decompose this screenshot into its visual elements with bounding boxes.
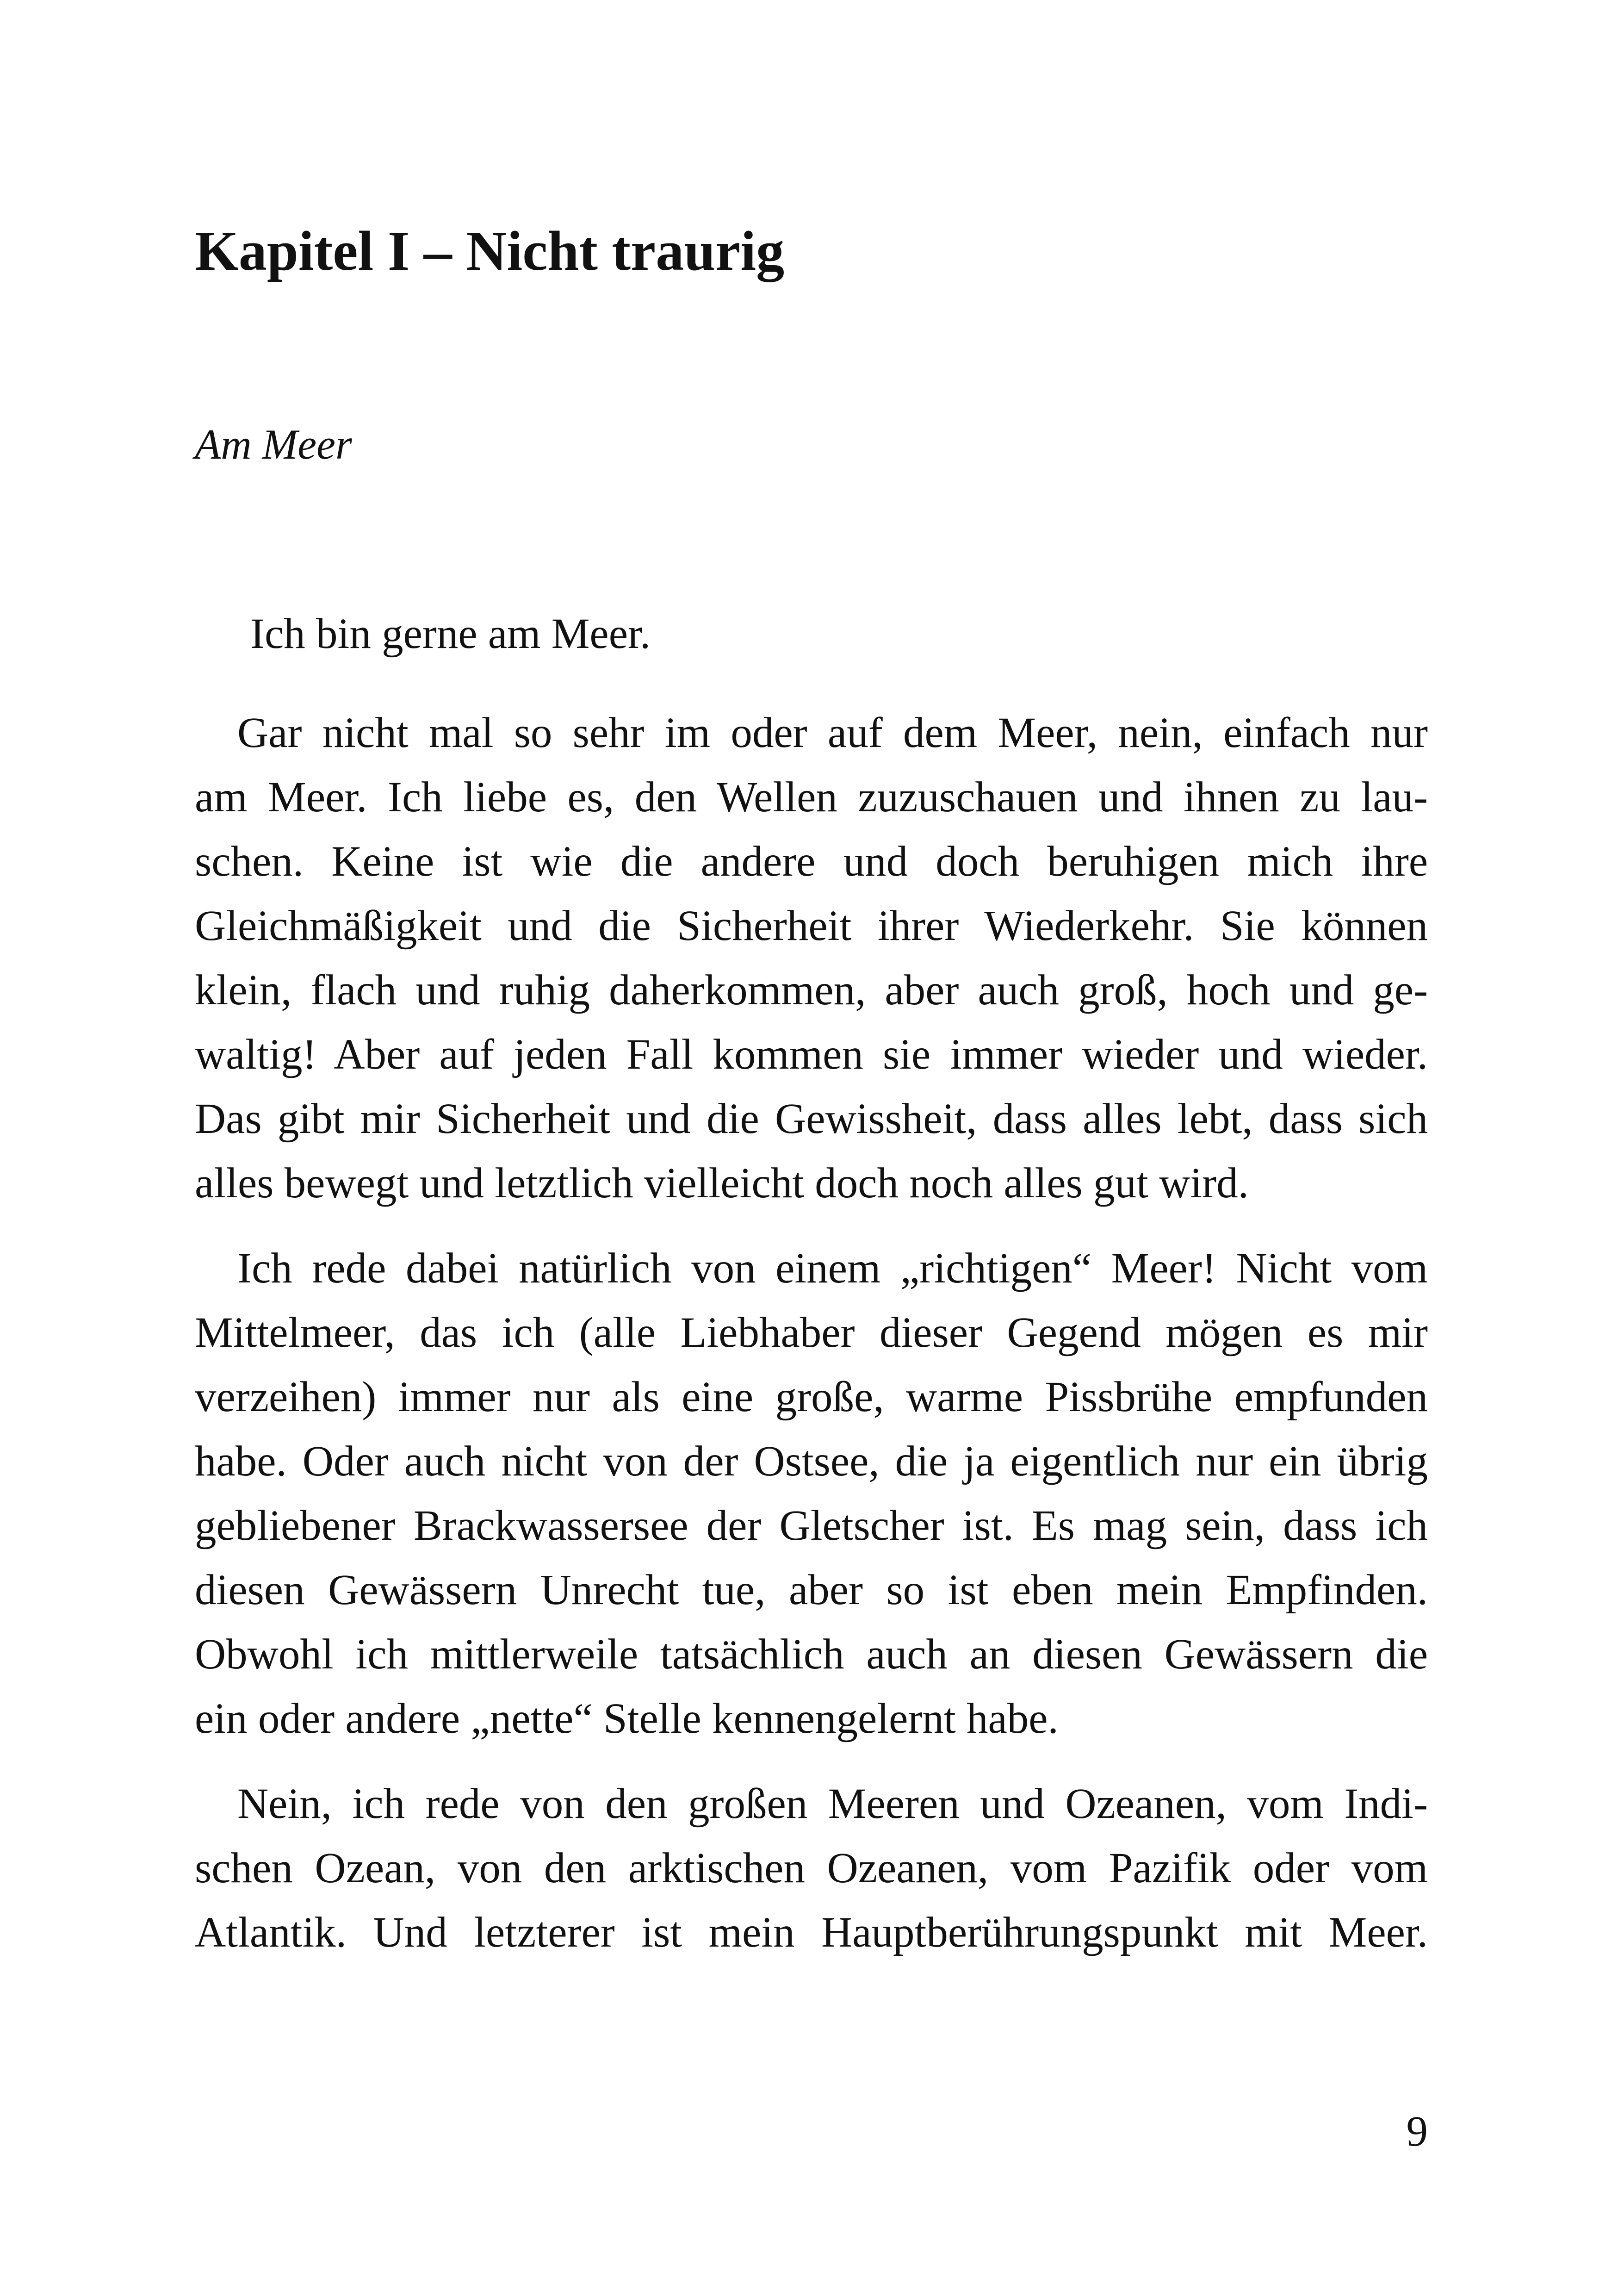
text-line: verzeihen) immer nur als eine große, warme Pissbrühe empfunden bbox=[195, 1373, 1428, 1421]
paragraph-1 bbox=[195, 602, 1428, 666]
text-line: alles bewegt und letztlich vielleicht doch noch alles gut wird. bbox=[195, 1159, 1249, 1207]
text-line: ein oder andere „nette“ Stelle kennengelernt habe. bbox=[195, 1695, 1059, 1742]
text-line: gebliebener Brackwassersee der Gletscher ist. Es mag sein, dass ich bbox=[195, 1502, 1428, 1549]
text-line: diesen Gewässern Unrecht tue, aber so ist eben mein Empfinden. bbox=[195, 1566, 1428, 1614]
text-line: klein, flach und ruhig daherkommen, aber auch groß, hoch und ge- bbox=[195, 966, 1428, 1014]
text-line: Nein, ich rede von den großen Meeren und Ozeanen, vom Indi- bbox=[237, 1780, 1428, 1828]
text-line: habe. Oder auch nicht von der Ostsee, die ja eigentlich nur ein übrig bbox=[195, 1437, 1428, 1485]
text-line: Ich bin gerne am Meer. bbox=[250, 610, 651, 658]
text-line: am Meer. Ich liebe es, den Wellen zuzuschauen und ihnen zu lau- bbox=[195, 773, 1428, 821]
text-line: schen Ozean, von den arktischen Ozeanen, vom Pazifik oder vom bbox=[195, 1844, 1428, 1892]
text-line: Gleichmäßigkeit und die Sicherheit ihrer Wiederkehr. Sie können bbox=[195, 902, 1428, 950]
section-subtitle: Am Meer bbox=[195, 421, 352, 468]
text-line: Das gibt mir Sicherheit und die Gewissheit, dass alles lebt, dass sich bbox=[195, 1095, 1428, 1143]
paragraph-4 bbox=[195, 1772, 1428, 1965]
text-line: waltig! Aber auf jeden Fall kommen sie immer wieder und wieder. bbox=[195, 1031, 1428, 1078]
text-body bbox=[195, 602, 1428, 1985]
paragraph-3 bbox=[195, 1236, 1428, 1751]
text-line: Atlantik. Und letzterer ist mein Hauptberührungspunkt mit Meer. bbox=[195, 1909, 1428, 1956]
text-line: Obwohl ich mittlerweile tatsächlich auch an diesen Gewässern die bbox=[195, 1630, 1428, 1678]
text-line: Mittelmeer, das ich (alle Liebhaber dieser Gegend mögen es mir bbox=[195, 1309, 1428, 1356]
text-line: Gar nicht mal so sehr im oder auf dem Meer, nein, einfach nur bbox=[237, 709, 1428, 757]
chapter-title: Kapitel I – Nicht traurig bbox=[195, 220, 785, 282]
page-number: 9 bbox=[1406, 2108, 1428, 2155]
text-line: Ich rede dabei natürlich von einem „richtigen“ Meer! Nicht vom bbox=[237, 1244, 1428, 1292]
paragraph-2 bbox=[195, 701, 1428, 1215]
text-line: schen. Keine ist wie die andere und doch beruhigen mich ihre bbox=[195, 838, 1428, 885]
